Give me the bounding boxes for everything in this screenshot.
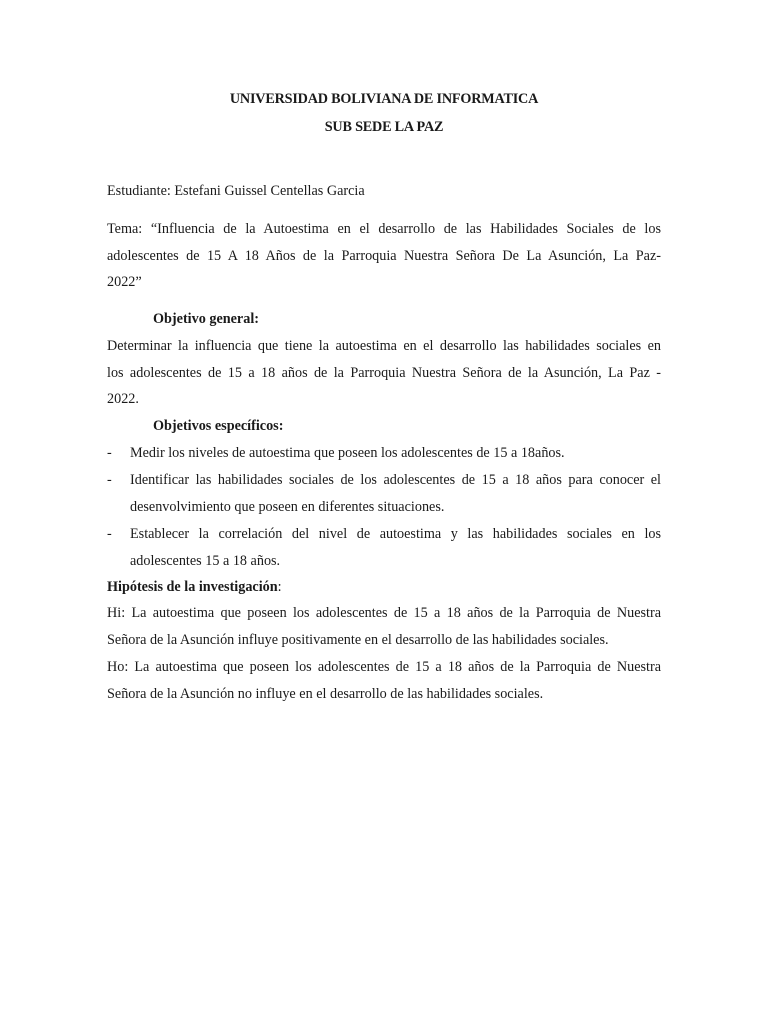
topic-line: 2022” bbox=[107, 274, 142, 290]
list-item-line: Identificar las habilidades sociales de los adolescentes de 15 a 18 años para conocer el bbox=[130, 472, 661, 488]
general-objective-paragraph bbox=[107, 333, 661, 413]
specific-objectives-heading: Objetivos específicos: bbox=[153, 418, 284, 434]
list-item bbox=[130, 467, 661, 520]
hypothesis-heading-colon: : bbox=[277, 579, 282, 595]
hypothesis-hi-paragraph bbox=[107, 600, 661, 653]
list-bullet: - bbox=[107, 526, 112, 542]
general-objective-line: Determinar la influencia que tiene la autoestima en el desarrollo las habilidades sociales en bbox=[107, 338, 661, 354]
general-objective-heading: Objetivo general: bbox=[153, 311, 259, 327]
topic-paragraph bbox=[107, 216, 661, 296]
list-item-line: adolescentes 15 a 18 años. bbox=[130, 552, 281, 569]
student-line: Estudiante: Estefani Guissel Centellas Garcia bbox=[107, 183, 365, 199]
list-bullet: - bbox=[107, 472, 112, 488]
hypothesis-line: Señora de la Asunción no influye en el desarrollo de las habilidades sociales. bbox=[107, 685, 544, 702]
hypothesis-ho-paragraph bbox=[107, 654, 661, 707]
list-item-line: Medir los niveles de autoestima que poseen los adolescentes de 15 a 18años. bbox=[130, 445, 565, 461]
general-objective-line: los adolescentes de 15 a 18 años de la Parroquia Nuestra Señora de la Asunción, La Paz - bbox=[107, 364, 661, 381]
hypothesis-line: Señora de la Asunción influye positivamente en el desarrollo de las habilidades sociales. bbox=[107, 631, 609, 648]
list-bullet: - bbox=[107, 445, 112, 461]
hypothesis-line: Hi: La autoestima que poseen los adolescentes de 15 a 18 años de la Parroquia de Nuestra bbox=[107, 605, 661, 621]
hypothesis-line: Ho: La autoestima que poseen los adolescentes de 15 a 18 años de la Parroquia de Nuestra bbox=[107, 659, 661, 675]
general-objective-line: 2022. bbox=[107, 391, 139, 407]
hypothesis-heading-text: Hipótesis de la investigación bbox=[107, 579, 278, 595]
campus-title: SUB SEDE LA PAZ bbox=[324, 119, 444, 135]
list-item bbox=[130, 440, 661, 467]
topic-line: adolescentes de 15 A 18 Años de la Parroquia Nuestra Señora De La Asunción, La Paz- bbox=[107, 247, 661, 264]
list-item bbox=[130, 521, 661, 574]
university-title: UNIVERSIDAD BOLIVIANA DE INFORMATICA bbox=[229, 91, 539, 107]
list-item-line: Establecer la correlación del nivel de autoestima y las habilidades sociales en los bbox=[130, 526, 661, 542]
list-item-line: desenvolvimiento que poseen en diferentes situaciones. bbox=[130, 498, 445, 515]
topic-line: Tema: “Influencia de la Autoestima en el desarrollo de las Habilidades Sociales de los bbox=[107, 221, 661, 237]
hypothesis-heading bbox=[107, 579, 282, 596]
